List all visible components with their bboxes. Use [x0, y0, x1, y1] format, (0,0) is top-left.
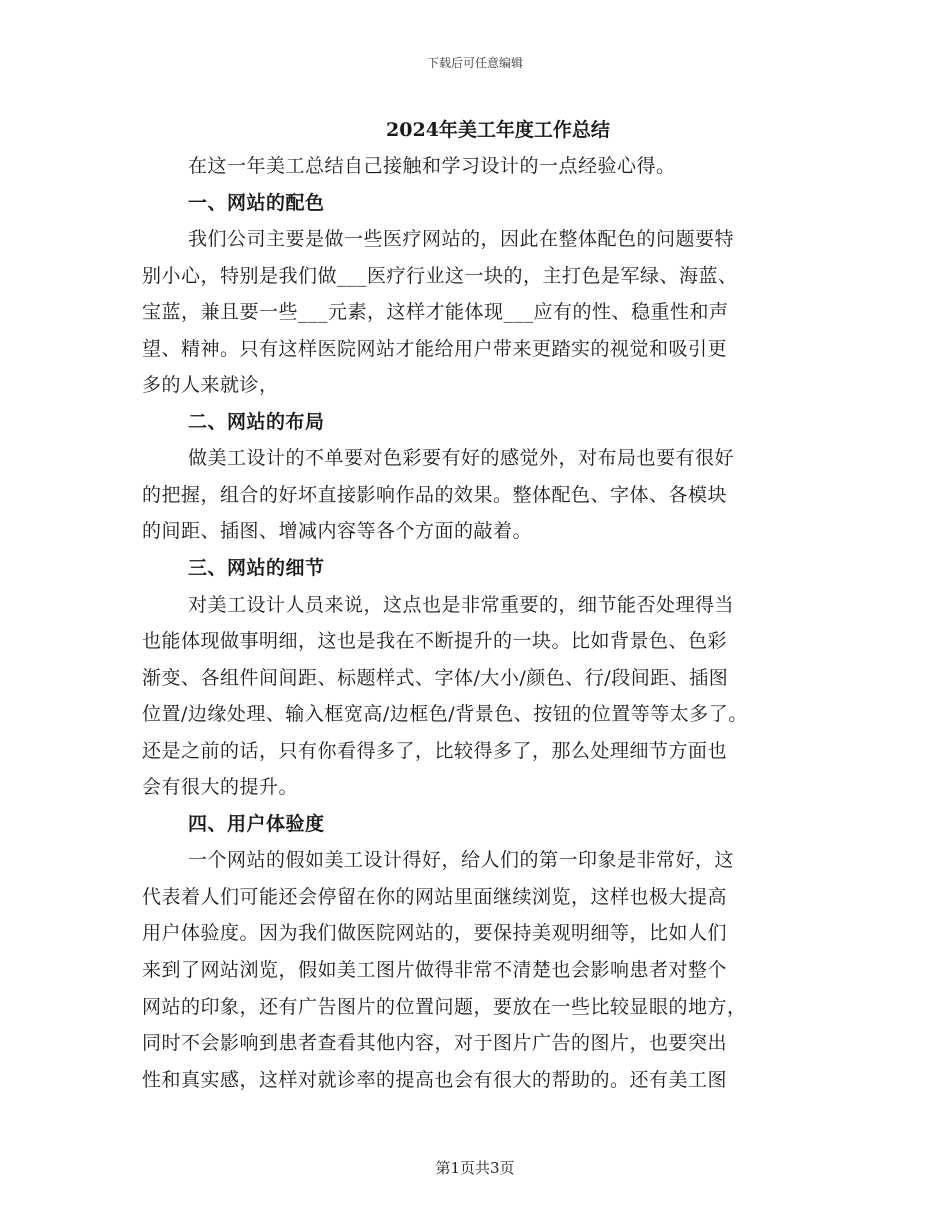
text-line: 代表着人们可能还会停留在你的网站里面继续浏览，这样也极大提高	[142, 885, 728, 908]
text-line: 位置/边缘处理、输入框宽高/边框色/背景色、按钮的位置等等太多了。	[142, 703, 748, 726]
text-line: 多的人来就诊，	[142, 374, 279, 397]
section-heading: 一、网站的配色	[188, 191, 325, 214]
text-line: 的间距、插图、增减内容等各个方面的敲着。	[142, 520, 533, 543]
header-note: 下载后可任意编辑	[426, 56, 523, 70]
text-line: 会有很大的提升。	[142, 776, 299, 799]
text-line: 渐变、各组件间间距、标题样式、字体/大小/颜色、行/段间距、插图	[142, 666, 729, 689]
text-line: 对美工设计人员来说，这点也是非常重要的，细节能否处理得当	[188, 593, 735, 616]
text-line: 的把握，组合的好坏直接影响作品的效果。整体配色、字体、各模块	[142, 483, 728, 506]
text-line: 同时不会影响到患者查看其他内容，对于图片广告的图片，也要突出	[142, 1032, 728, 1055]
text-line: 还是之前的话，只有你看得多了，比较得多了，那么处理细节方面也	[142, 739, 728, 762]
text-line: 性和真实感，这样对就诊率的提高也会有很大的帮助的。还有美工图	[142, 1068, 728, 1091]
document-body	[142, 148, 822, 1098]
text-line: 也能体现做事明细，这也是我在不断提升的一块。比如背景色、色彩	[142, 630, 728, 653]
text-line: 来到了网站浏览，假如美工图片做得非常不清楚也会影响患者对整个	[142, 959, 728, 982]
section-heading: 四、用户体验度	[188, 812, 325, 835]
text-line: 别小心，特别是我们做___医疗行业这一块的，主打色是军绿、海蓝、	[142, 264, 738, 287]
text-line: 做美工设计的不单要对色彩要有好的感觉外，对布局也要有很好	[188, 447, 735, 470]
document-title: 2024年美工年度工作总结	[386, 119, 610, 141]
text-line: 宝蓝，兼且要一些___元素，这样才能体现___应有的性、稳重性和声	[142, 301, 729, 324]
section-heading: 二、网站的布局	[188, 410, 325, 433]
section-heading: 三、网站的细节	[188, 557, 325, 580]
text-line: 网站的印象，还有广告图片的位置问题，要放在一些比较显眼的地方，	[142, 995, 747, 1018]
text-line: 望、精神。只有这样医院网站才能给用户带来更踏实的视觉和吸引更	[142, 337, 728, 360]
text-line: 我们公司主要是做一些医疗网站的，因此在整体配色的问题要特	[188, 228, 735, 251]
text-line: 用户体验度。因为我们做医院网站的，要保持美观明细等，比如人们	[142, 922, 728, 945]
text-line: 在这一年美工总结自己接触和学习设计的一点经验心得。	[188, 155, 676, 177]
text-line: 一个网站的假如美工设计得好，给人们的第一印象是非常好，这	[188, 849, 735, 872]
page-number-footer: 第1页共3页	[435, 1159, 515, 1177]
